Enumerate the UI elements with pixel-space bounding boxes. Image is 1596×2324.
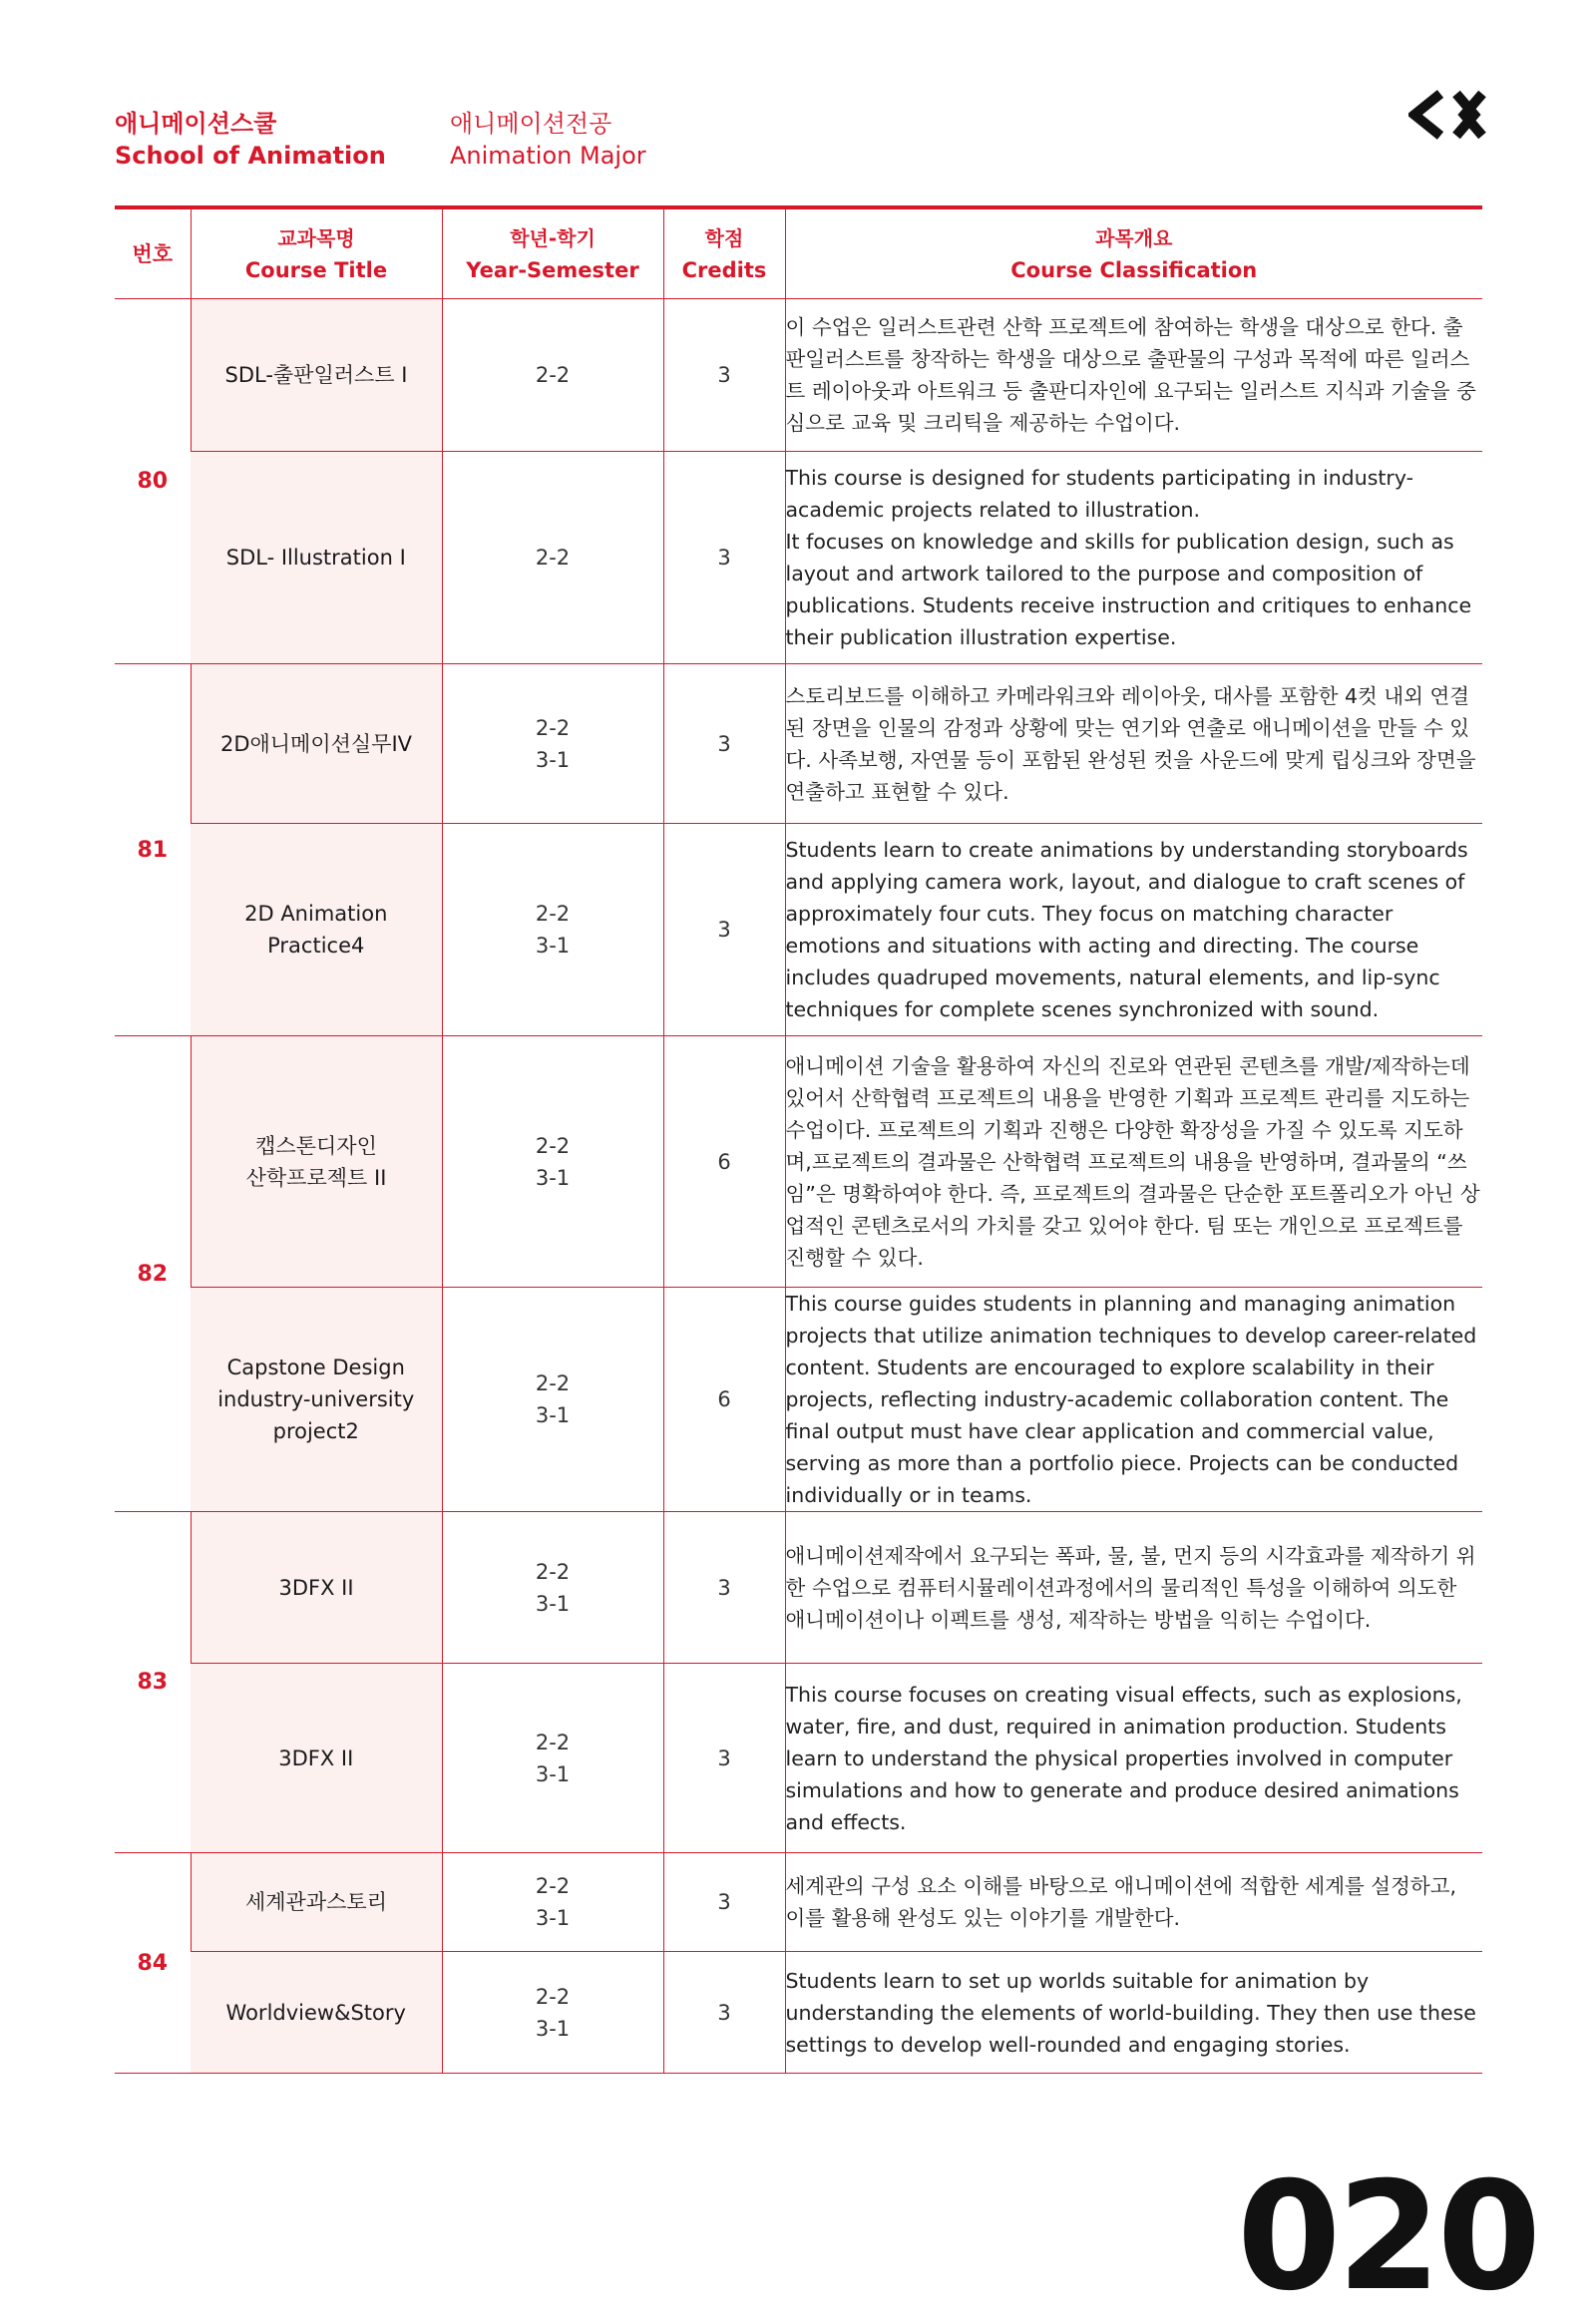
year-semester: 2-2 — [442, 452, 663, 664]
col-description — [785, 209, 1482, 299]
course-title-ko: SDL-출판일러스트 I — [191, 299, 442, 452]
table-row — [115, 824, 1482, 1036]
course-number: 83 — [115, 1512, 191, 1853]
course-description-ko: 애니메이션제작에서 요구되는 폭파, 물, 불, 먼지 등의 시각효과를 제작하기 위한 수업으로 컴퓨터시뮬레이션과정에서의 물리적인 특성을 이해하여 의도한 애니메이션이나 이펙트를 생성, 제작하는 방법을 익히는 수업이다. — [785, 1512, 1482, 1664]
col-year-semester — [442, 209, 663, 299]
col-course-title-en: Course Title — [244, 257, 388, 282]
year-semester: 2-2 3-1 — [442, 824, 663, 1036]
course-title-en: Capstone Design industry-university project2 — [191, 1288, 442, 1512]
col-year-semester-ko: 학년-학기 — [510, 225, 596, 250]
course-number: 82 — [115, 1036, 191, 1512]
year-semester: 2-2 3-1 — [442, 1512, 663, 1664]
course-table — [115, 209, 1482, 2074]
table-row — [115, 1664, 1482, 1853]
year-semester: 2-2 3-1 — [442, 664, 663, 824]
col-description-ko: 과목개요 — [1095, 225, 1173, 250]
table-row — [115, 452, 1482, 664]
course-description-en: Students learn to create animations by understanding storyboards and applying camera work, layout, and dialogue to craft scenes of approximately four cuts. They focus on matching character emotions and situations with acting and directing. The course includes quadruped movements, natural elements, and lip-sync techniques for complete scenes synchronized with sound. — [785, 824, 1482, 1036]
brand-logo — [1408, 90, 1486, 140]
table-header-row — [115, 209, 1482, 299]
credits: 3 — [663, 299, 785, 452]
col-number: 번호 — [115, 209, 191, 299]
year-semester: 2-2 3-1 — [442, 1288, 663, 1512]
col-course-title — [191, 209, 442, 299]
year-semester: 2-2 3-1 — [442, 1853, 663, 1952]
credits: 6 — [663, 1288, 785, 1512]
col-credits — [663, 209, 785, 299]
course-description-ko: 애니메이션 기술을 활용하여 자신의 진로와 연관된 콘텐츠를 개발/제작하는데 있어서 산학협력 프로젝트의 내용을 반영한 기획과 프로젝트 관리를 지도하는 수업이다. 프로젝트의 기획과 진행은 다양한 확장성을 가질 수 있도록 지도하며,프로젝트의 결과물은 산학협력 프로젝트의 내용을 반영하며, 결과물의 “쓰임”은 명확하여야 한다. 즉, 프로젝트의 결과물은 단순한 포트폴리오가 아닌 상업적인 콘텐츠로서의 가치를 갖고 있어야 한다. 팀 또는 개인으로 프로젝트를 진행할 수 있다. — [785, 1036, 1482, 1288]
course-number: 81 — [115, 664, 191, 1036]
col-course-title-ko: 교과목명 — [277, 225, 355, 250]
col-year-semester-en: Year-Semester — [466, 257, 639, 282]
year-semester: 2-2 3-1 — [442, 1952, 663, 2074]
course-description-en: This course is designed for students participating in industry-academic projects related to illustration. It focuses on knowledge and skills for publication design, such as layout and artwork tailored to the purpose and composition of publications. Students receive instruction and critiques to enhance their publication illustration expertise. — [785, 452, 1482, 664]
course-description-ko: 스토리보드를 이해하고 카메라워크와 레이아웃, 대사를 포함한 4컷 내외 연결된 장면을 인물의 감정과 상황에 맞는 연기와 연출로 애니메이션을 만들 수 있다. 사족보행, 자연물 등이 포함된 완성된 컷을 사운드에 맞게 립싱크와 장면을 연출하고 표현할 수 있다. — [785, 664, 1482, 824]
credits: 3 — [663, 824, 785, 1036]
table-row — [115, 299, 1482, 452]
col-description-en: Course Classification — [1010, 257, 1258, 282]
table-row — [115, 664, 1482, 824]
course-number: 80 — [115, 299, 191, 664]
course-title-en: 2D Animation Practice4 — [191, 824, 442, 1036]
major-heading — [450, 108, 646, 172]
course-number: 84 — [115, 1853, 191, 2074]
course-description-en: Students learn to set up worlds suitable for animation by understanding the elements of world-building. They then use these settings to develop well-rounded and engaging stories. — [785, 1952, 1482, 2074]
course-title-ko: 캡스톤디자인 산학프로젝트 II — [191, 1036, 442, 1288]
course-title-en: Worldview&Story — [191, 1952, 442, 2074]
year-semester: 2-2 3-1 — [442, 1664, 663, 1853]
credits: 3 — [663, 1952, 785, 2074]
col-credits-en: Credits — [681, 257, 767, 282]
credits: 6 — [663, 1036, 785, 1288]
table-row — [115, 1288, 1482, 1512]
table-row — [115, 1853, 1482, 1952]
credits: 3 — [663, 1853, 785, 1952]
year-semester: 2-2 3-1 — [442, 1036, 663, 1288]
school-heading — [115, 108, 386, 172]
credits: 3 — [663, 452, 785, 664]
course-description-ko: 세계관의 구성 요소 이해를 바탕으로 애니메이션에 적합한 세계를 설정하고, 이를 활용해 완성도 있는 이야기를 개발한다. — [785, 1853, 1482, 1952]
school-name-en: School of Animation — [115, 142, 386, 170]
course-title-ko: 2D애니메이션실무IV — [191, 664, 442, 824]
major-name-ko: 애니메이션전공 — [450, 110, 612, 138]
course-description-en: This course guides students in planning and managing animation projects that utilize animation techniques to develop career-related content. Students are encouraged to explore scalability in their projects, reflecting industry-academic collaboration content. The final output must have clear application and commercial value, serving as more than a portfolio piece. Projects can be conducted individually or in teams. — [785, 1288, 1482, 1512]
table-row — [115, 1512, 1482, 1664]
course-title-ko: 3DFX II — [191, 1512, 442, 1664]
year-semester: 2-2 — [442, 299, 663, 452]
credits: 3 — [663, 664, 785, 824]
course-description-ko: 이 수업은 일러스트관련 산학 프로젝트에 참여하는 학생을 대상으로 한다. 출판일러스트를 창작하는 학생을 대상으로 출판물의 구성과 목적에 따른 일러스트 레이아웃과 아트워크 등 출판디자인에 요구되는 일러스트 지식과 기술을 중심으로 교육 및 크리틱을 제공하는 수업이다. — [785, 299, 1482, 452]
course-title-ko: 세계관과스토리 — [191, 1853, 442, 1952]
school-name-ko: 애니메이션스쿨 — [115, 110, 277, 138]
page-number: 020 — [1237, 2150, 1538, 2324]
table-row — [115, 1036, 1482, 1288]
course-title-en: SDL- Illustration I — [191, 452, 442, 664]
major-name-en: Animation Major — [450, 142, 646, 170]
credits: 3 — [663, 1512, 785, 1664]
course-title-en: 3DFX II — [191, 1664, 442, 1853]
credits: 3 — [663, 1664, 785, 1853]
course-description-en: This course focuses on creating visual effects, such as explosions, water, fire, and dust, required in animation production. Students learn to understand the physical properties involved in computer simulations and how to generate and produce desired animations and effects. — [785, 1664, 1482, 1853]
col-credits-ko: 학점 — [704, 225, 744, 250]
table-row — [115, 1952, 1482, 2074]
